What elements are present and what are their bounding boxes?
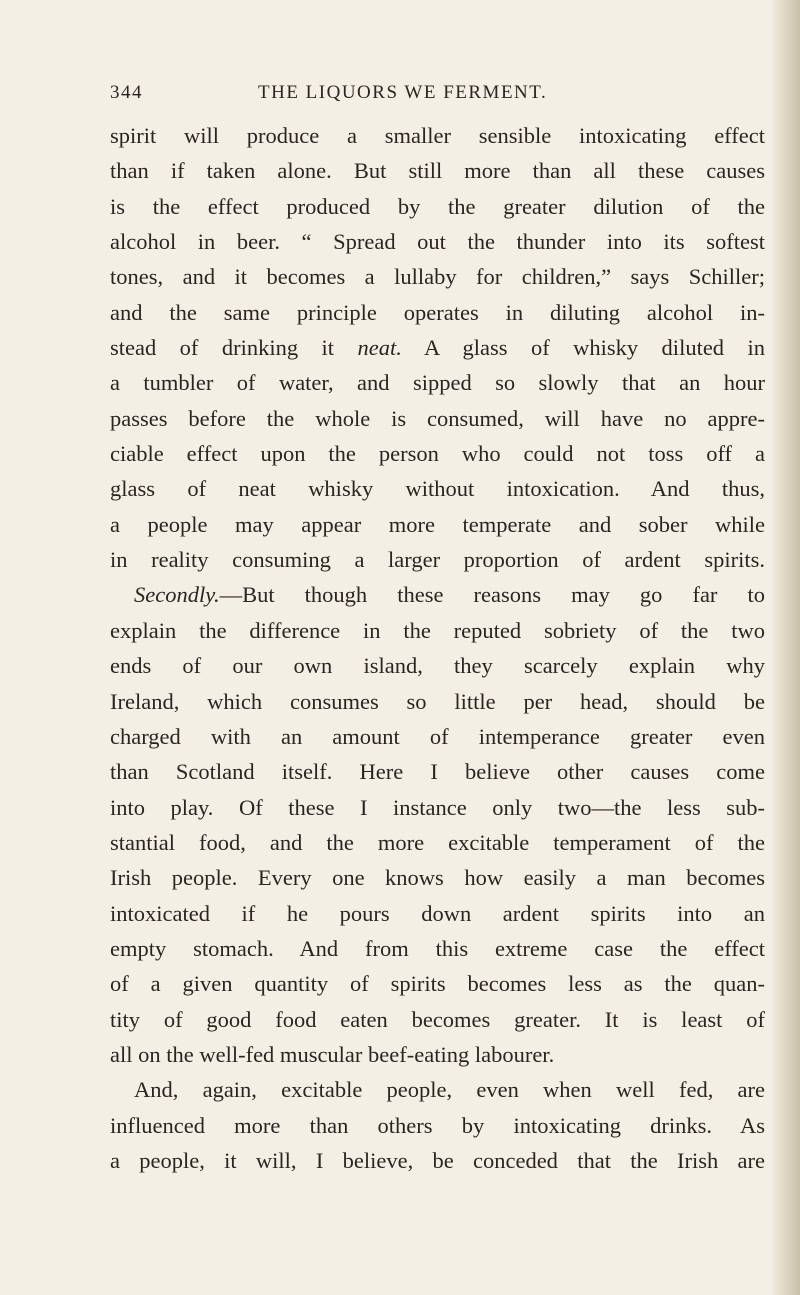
text-line: is the effect produced by the greater dilution of the bbox=[110, 193, 765, 219]
text-line: into play. Of these I instance only two—the less sub- bbox=[110, 794, 765, 820]
text-line: in reality consuming a larger proportion of ardent spirits. bbox=[110, 547, 765, 573]
page-edge-shadow bbox=[770, 0, 800, 1295]
emphasis-text: neat. bbox=[357, 335, 402, 361]
text-line: tones, and it becomes a lullaby for children,” says Schiller; bbox=[110, 264, 765, 290]
text-line: a people, it will, I believe, be conceded that the Irish are bbox=[110, 1147, 765, 1173]
text-line: tity of good food eaten becomes greater. It is least of bbox=[110, 1006, 765, 1032]
text-line: influenced more than others by intoxicating drinks. As bbox=[110, 1112, 765, 1138]
text-line bbox=[110, 330, 765, 365]
text-line: explain the difference in the reputed sobriety of the two bbox=[110, 617, 765, 643]
running-title: THE LIQUORS WE FERMENT. bbox=[258, 82, 548, 103]
text-span: A glass of whisky diluted in bbox=[401, 335, 765, 361]
text-line: alcohol in beer. “ Spread out the thunder into its softest bbox=[110, 229, 765, 255]
paragraph-end-line: all on the well-fed muscular beef-eating labourer. bbox=[110, 1041, 555, 1067]
text-line: Irish people. Every one knows how easily a man becomes bbox=[110, 865, 765, 891]
paragraph-start-line: And, again, excitable people, even when well fed, are bbox=[134, 1077, 765, 1103]
text-line: glass of neat whisky without intoxication. And thus, bbox=[110, 476, 765, 502]
text-line: of a given quantity of spirits becomes less as the quan- bbox=[110, 971, 765, 997]
body-text bbox=[110, 118, 765, 1178]
page-number: 344 bbox=[110, 82, 143, 103]
text-line: stantial food, and the more excitable temperament of the bbox=[110, 829, 765, 855]
section-heading: Secondly. bbox=[134, 582, 220, 608]
text-line: passes before the whole is consumed, will have no appre- bbox=[110, 405, 765, 431]
text-line: ends of our own island, they scarcely explain why bbox=[110, 653, 765, 679]
text-line: spirit will produce a smaller sensible intoxicating effect bbox=[110, 123, 765, 148]
text-line: intoxicated if he pours down ardent spirits into an bbox=[110, 900, 765, 926]
text-line: and the same principle operates in diluting alcohol in- bbox=[110, 299, 765, 325]
paragraph-start-line bbox=[110, 577, 765, 612]
page-header bbox=[110, 82, 765, 112]
text-line: ciable effect upon the person who could not toss off a bbox=[110, 441, 765, 467]
text-span: —But though these reasons may go far to bbox=[219, 582, 765, 608]
text-line: than Scotland itself. Here I believe other causes come bbox=[110, 759, 765, 785]
text-line: Ireland, which consumes so little per head, should be bbox=[110, 688, 765, 714]
text-line: a tumbler of water, and sipped so slowly that an hour bbox=[110, 370, 765, 396]
text-line: a people may appear more temperate and sober while bbox=[110, 511, 765, 537]
text-line: charged with an amount of intemperance greater even bbox=[110, 723, 765, 749]
text-line: than if taken alone. But still more than all these causes bbox=[110, 158, 765, 184]
text-span: stead of drinking it bbox=[110, 335, 358, 361]
text-line: empty stomach. And from this extreme case the effect bbox=[110, 935, 765, 961]
